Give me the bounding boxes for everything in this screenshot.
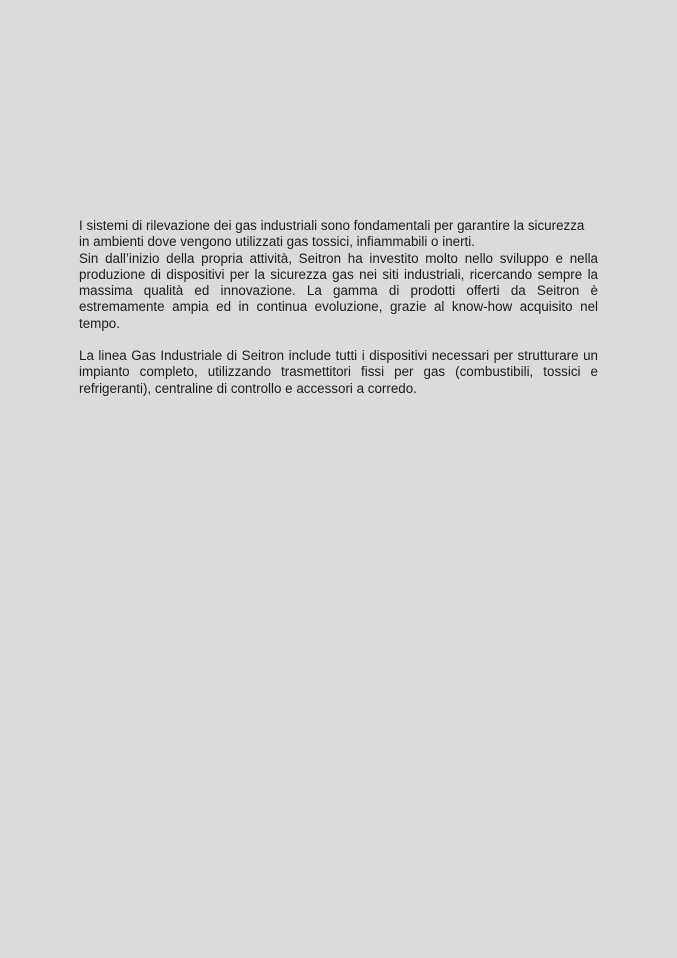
history-paragraph: Sin dall’inizio della propria attività, Seitron ha investito molto nello sviluppo e nella produzione di dispositivi per la sicurezza gas nei siti industriali, ricercando sempre la massima qualità ed innovazione. La gamma di prodotti offerti da Seitron è estremamente ampia ed in continua evoluzione, grazie al know-how acquisito nel tempo.	[79, 250, 598, 331]
body-text	[79, 218, 598, 397]
intro-paragraph: I sistemi di rilevazione dei gas industriali sono fondamentali per garantire la sicurezza in ambienti dove vengono utilizzati gas tossici, infiammabili o inerti.	[79, 218, 585, 250]
product-line-paragraph: La linea Gas Industriale di Seitron include tutti i dispositivi necessari per strutturare un impianto completo, utilizzando trasmettitori fissi per gas (combustibili, tossici e refrigeranti), centraline di controllo e accessori a corredo.	[79, 348, 598, 396]
